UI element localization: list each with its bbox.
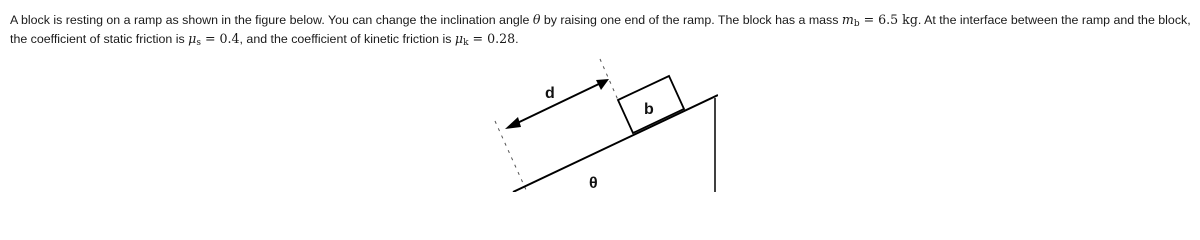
static-friction-expression — [188, 31, 239, 46]
mass-expression — [842, 12, 918, 27]
problem-text-part1: A block is resting on a ramp as shown in the figure below. You can change the inclination angle — [10, 13, 533, 27]
mu-s-symbol: μ — [188, 30, 197, 46]
ramp-diagram — [493, 57, 718, 192]
problem-text-part2: by raising one end of the ramp. The block has a mass — [540, 13, 842, 27]
mu-k-symbol: μ — [454, 30, 464, 46]
mu-k-value: = 0.28 — [468, 30, 516, 46]
distance-arrowhead-left — [505, 117, 521, 129]
distance-arrow-shaft — [511, 82, 603, 126]
mu-k-subscript: k — [463, 37, 469, 48]
kinetic-friction-expression — [455, 31, 515, 46]
theta-symbol: θ — [532, 12, 541, 27]
block-label: b — [644, 101, 654, 118]
mu-s-subscript: s — [196, 37, 201, 48]
problem-text-part5: . — [515, 31, 519, 46]
mass-symbol: m — [841, 12, 854, 27]
dashed-reference-line-left — [495, 121, 527, 192]
mu-s-value: = 0.4 — [200, 30, 240, 46]
mass-value: = 6.5 kg — [859, 12, 918, 27]
problem-text-part4: , and the coefficient of kinetic friction is — [239, 31, 455, 46]
problem-statement — [10, 11, 1195, 48]
angle-label: θ — [589, 175, 598, 192]
mass-subscript: b — [853, 19, 860, 29]
distance-label: d — [545, 85, 555, 102]
ramp-figure — [493, 57, 718, 192]
problem-text-part3: . At the interface between the ramp and the block, the coefficient of static friction is — [10, 13, 1191, 46]
